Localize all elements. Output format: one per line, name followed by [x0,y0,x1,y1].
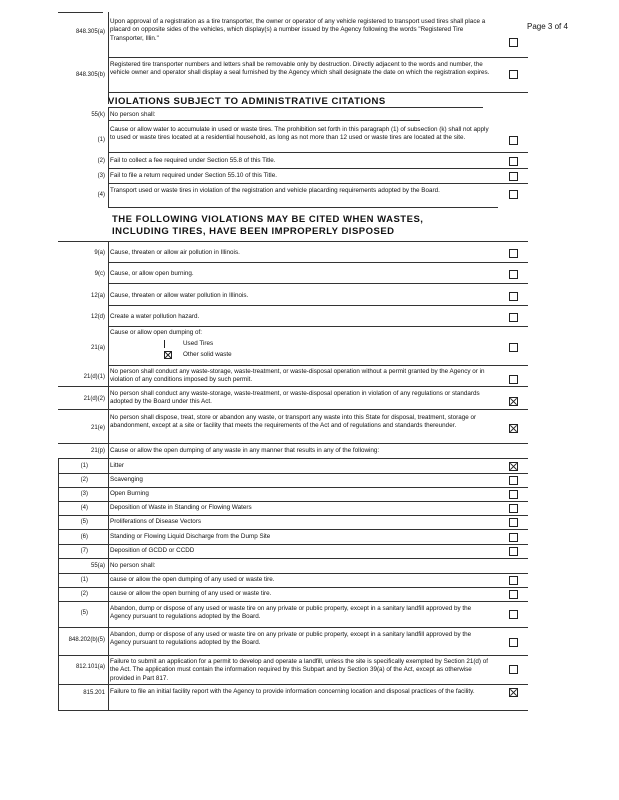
violation-checkbox[interactable] [509,490,518,499]
item-code: (5) [80,610,88,616]
divider [108,92,528,93]
divider [108,152,528,153]
divider [108,326,528,327]
section-code: 9(c) [94,271,105,277]
item-description: Scavenging [110,476,143,483]
divider [108,183,528,184]
divider [58,558,528,559]
violation-checkbox[interactable] [509,136,518,145]
divider [58,487,528,488]
violation-checkbox[interactable] [509,518,518,527]
divider [58,529,528,530]
divider [58,544,528,545]
violation-checkbox[interactable] [509,476,518,485]
row-description: No person shall dispose, treat, store or abandon any waste, or transport any waste into this State for disposal, treatment, storage or abandonment, except at a site or facility that meets the requirements of the Act and of regulations and standards thereunder. [110,414,477,430]
row-description: No person shall: [110,111,156,118]
item-code: 812.101(a) [75,664,105,670]
violation-checkbox[interactable] [509,343,518,352]
violation-checkbox[interactable] [509,610,518,619]
divider [58,627,528,628]
item-code: 848.202(b)(5) [68,637,105,643]
violation-checkbox-checked[interactable] [509,424,518,433]
violation-checkbox[interactable] [509,292,518,301]
divider [108,168,528,169]
item-code: (7) [80,548,88,554]
section-code: 9(a) [94,250,105,256]
divider [58,573,528,574]
row-description: Cause or allow water to accumulate in used or waste tires. The prohibition set forth in this paragraph (1) of subsection (k) shall not apply to used or waste tires located at a residential household, as long as not more than 12 used or waste tires are located at the site. [110,126,489,142]
violation-checkbox[interactable] [509,638,518,647]
row-description: Fail to collect a fee required under Section 55.8 of this Title. [110,157,276,164]
violation-checkbox-checked[interactable] [509,688,518,697]
divider [58,241,528,242]
section-code: (2) [97,158,105,164]
option-label: Used Tires [183,340,214,347]
violation-checkbox-checked[interactable] [509,397,518,406]
violation-checkbox[interactable] [509,547,518,556]
divider [108,283,528,284]
item-description: Standing or Flowing Liquid Discharge from the Dump Site [110,533,271,540]
row-description: Registered tire transporter numbers and letters shall be removable only by destruction. Directly adjacent to the words and number, the vehicle owner and operator shall display a seal furnished by the Agency which shall designate the date on which the registration expires. [110,61,490,77]
item-code: 815.201 [83,690,105,696]
violation-checkbox[interactable] [509,504,518,513]
divider [58,515,528,516]
row-description: Cause, or allow open burning. [110,270,194,277]
section-code: 12(d) [90,314,105,320]
violation-checkbox-checked[interactable] [509,462,518,471]
row-description: Transport used or waste tires in violation of the registration and vehicle placarding requirements adopted by the Board. [110,187,440,194]
option-label: Other solid waste [183,351,232,358]
option-checkbox[interactable] [164,340,172,348]
violation-checkbox[interactable] [509,375,518,384]
violation-checkbox[interactable] [509,190,518,199]
violation-checkbox[interactable] [509,576,518,585]
violation-checkbox[interactable] [509,270,518,279]
section-code: 21(e) [90,425,105,431]
row-description: No person shall conduct any waste-storage, waste-treatment, or waste-disposal operation in violation of any regulations or standards adopted by the Board under this Act. [110,390,480,406]
violation-checkbox[interactable] [509,70,518,79]
option-checkbox-checked[interactable] [164,351,172,359]
check-x-icon [164,351,172,359]
divider [58,587,528,588]
divider [108,120,420,121]
column-divider [108,458,109,711]
divider [108,107,483,108]
item-description: Litter [110,462,124,469]
divider [58,501,528,502]
divider [58,386,528,387]
item-description: cause or allow the open burning of any used or waste tire. [110,590,272,597]
section-code: 848.305(a) [75,29,105,35]
item-code: (2) [80,477,88,483]
item-description: cause or allow the open dumping of any used or waste tire. [110,576,275,583]
item-description: Deposition of GCDD or CCDD [110,547,195,554]
section-code: 21(d)(2) [83,396,105,402]
divider [58,473,528,474]
row-description: Fail to file a return required under Section 55.10 of this Title. [110,172,277,179]
section-code: 848.305(b) [75,72,105,78]
row-description: Cause or allow open dumping of: [110,329,203,336]
section-code: (3) [97,173,105,179]
row-description: Cause or allow the open dumping of any waste in any manner that results in any of the following: [110,447,380,454]
item-code: (1) [80,463,88,469]
violation-checkbox[interactable] [509,38,518,47]
divider [58,655,528,656]
item-description: Open Burning [110,490,149,497]
section-code: (1) [97,137,105,143]
row-description: No person shall conduct any waste-storage, waste-treatment, or waste-disposal operation without a permit granted by the Agency or in violation of any conditions imposed by such permit. [110,368,485,384]
violation-checkbox[interactable] [509,665,518,674]
page-number: Page 3 of 4 [527,22,568,31]
section-code: 55(a) [90,563,105,569]
divider [58,458,528,459]
column-divider [108,12,109,104]
section-heading: VIOLATIONS SUBJECT TO ADMINISTRATIVE CITATIONS [108,96,386,107]
item-description: Proliferations of Disease Vectors [110,518,201,525]
section-code: 21(p) [90,448,105,454]
item-description: Abandon, dump or dispose of any used or waste tire on any private or public property, except in a sanitary landfill approved by the Agency pursuant to regulations adopted by the Board. [110,631,472,647]
violation-checkbox[interactable] [509,157,518,166]
column-divider [108,241,109,458]
row-description: Cause, threaten or allow air pollution in Illinois. [110,249,240,256]
divider [58,12,103,13]
section-code: (4) [97,192,105,198]
section-heading: THE FOLLOWING VIOLATIONS MAY BE CITED WHEN WASTES, [112,214,424,225]
violation-checkbox[interactable] [509,313,518,322]
violation-checkbox[interactable] [509,590,518,599]
item-code: (1) [80,577,88,583]
item-description: Failure to submit an application for a permit to develop and operate a landfill, unless the site is specifically exempted by Section 21(d) of the Act. The application must contain the information required by this Subpart and by Section 39(a) of the Act, except as otherwise provided in Part 817. [110,658,489,682]
item-code: (5) [80,519,88,525]
divider [108,207,498,208]
divider [58,710,528,711]
item-code: (6) [80,534,88,540]
violation-checkbox[interactable] [509,172,518,181]
divider [108,262,528,263]
divider [58,684,528,685]
row-description: Create a water pollution hazard. [110,313,200,320]
item-description: Failure to file an initial facility report with the Agency to provide information concerning location and disposal practices of the facility. [110,688,475,695]
section-heading: INCLUDING TIRES, HAVE BEEN IMPROPERLY DISPOSED [112,226,395,237]
divider [108,365,528,366]
column-divider [108,108,109,208]
divider [108,57,528,58]
item-code: (4) [80,505,88,511]
item-description: Deposition of Waste in Standing or Flowing Waters [110,504,252,511]
violation-checkbox[interactable] [509,533,518,542]
divider [108,305,528,306]
item-code: (2) [80,591,88,597]
divider [58,443,528,444]
section-code: 21(a) [90,345,105,351]
section-code: 21(d)(1) [83,374,105,380]
item-code: (3) [80,491,88,497]
violation-checkbox[interactable] [509,249,518,258]
section-code: 12(a) [90,293,105,299]
row-description: Cause, threaten or allow water pollution in Illinois. [110,292,249,299]
divider [58,409,528,410]
item-description: Abandon, dump or dispose of any used or waste tire on any private or public property, except in a sanitary landfill approved by the Agency pursuant to regulations adopted by the Board. [110,605,472,621]
row-description: Upon approval of a registration as a tire transporter, the owner or operator of any vehicle registered to transport used tires shall place a placard on opposite sides of the vehicles, which display(s) a number issued by the Agency following the words "Registered Tire Transporter, Illin." [110,18,486,42]
section-code: 55(k) [91,112,105,118]
divider [58,601,528,602]
row-description: No person shall: [110,562,156,569]
